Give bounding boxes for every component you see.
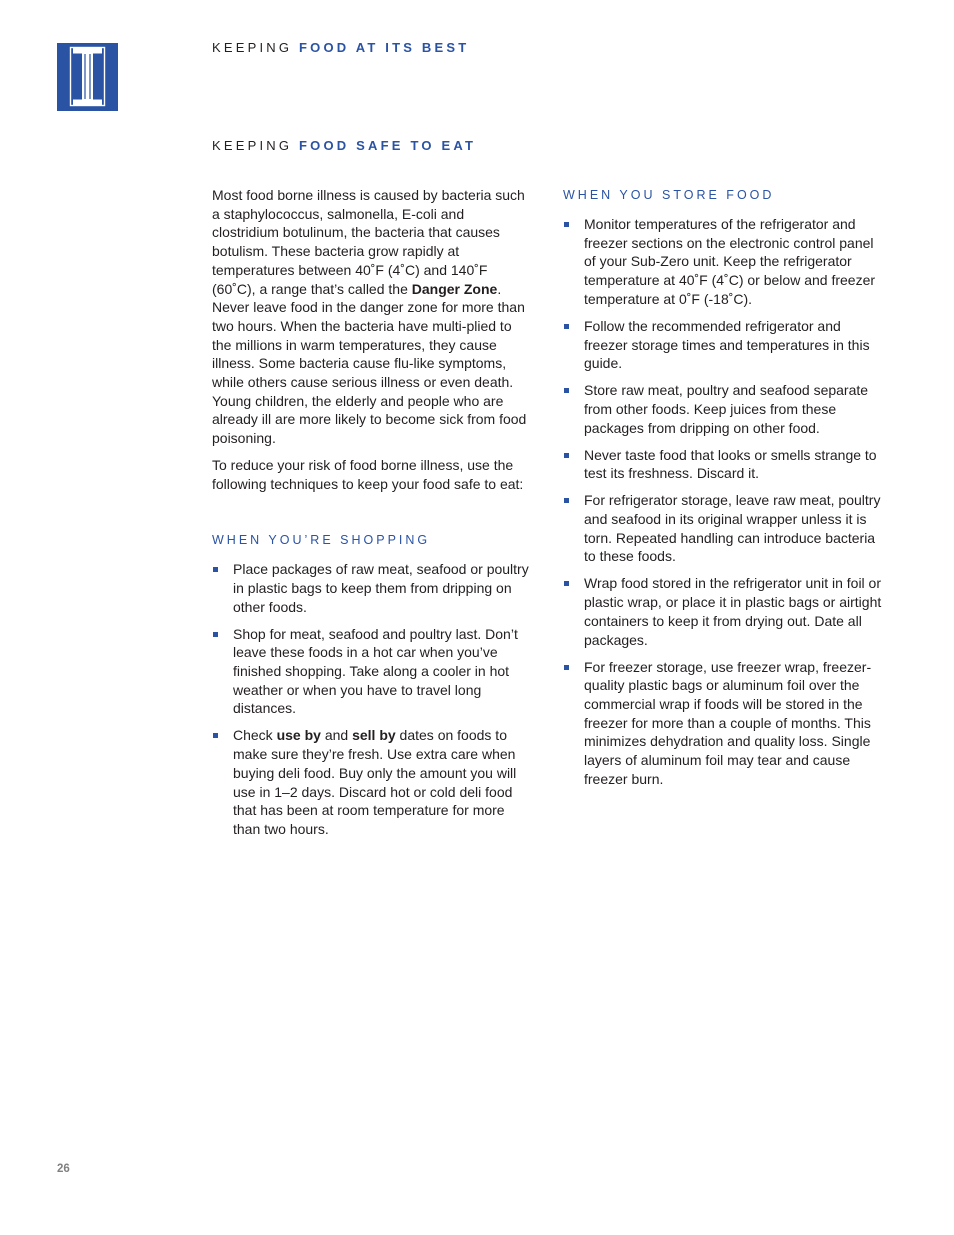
shopping-list	[212, 560, 534, 838]
list-item	[563, 491, 885, 566]
list-item	[212, 560, 534, 616]
bullet-square-icon	[213, 567, 218, 572]
intro-text-1: Most food borne illness is caused by bacteria such a staphylococcus, salmonella, E-coli and clostridium botulinum, the bacteria that causes botulism. These bacteria grow rapidly at temperatures between 40˚F (4˚C) and 140˚F (60˚C), a range that’s called the	[212, 187, 525, 297]
section-accent: FOOD SAFE TO EAT	[299, 138, 477, 153]
list-item	[563, 658, 885, 789]
intro-paragraph-1	[212, 186, 534, 448]
list-item-text: Place packages of raw meat, seafood or poultry in plastic bags to keep them from dripping on other foods.	[233, 561, 529, 615]
sell-by-term: sell by	[352, 727, 396, 744]
section-title	[212, 138, 476, 153]
bullet-square-icon	[564, 498, 569, 503]
bullet-square-icon	[213, 733, 218, 738]
bullet-square-icon	[564, 453, 569, 458]
header-accent: FOOD AT ITS BEST	[299, 40, 470, 55]
list-item-text: Never taste food that looks or smells strange to test its freshness. Discard it.	[584, 446, 877, 482]
section-prefix: KEEPING	[212, 138, 293, 153]
store-heading: WHEN YOU STORE FOOD	[563, 188, 775, 202]
use-by-term: use by	[276, 727, 321, 744]
list-item	[212, 625, 534, 719]
bullet-square-icon	[564, 388, 569, 393]
list-item-text: and	[320, 727, 353, 744]
list-item	[563, 317, 885, 373]
list-item	[563, 574, 885, 649]
list-item-text: Follow the recommended refrigerator and freezer storage times and temperatures in this guide.	[584, 317, 870, 372]
list-item-text: Shop for meat, seafood and poultry last. Don’t leave these foods in a hot car when you’ve finished shopping. Take along a cooler in hot weather or when you have to travel long distances.	[233, 625, 518, 717]
left-column	[212, 186, 534, 847]
bullet-square-icon	[564, 581, 569, 586]
list-item-text: For freezer storage, use freezer wrap, freezer-quality plastic bags or aluminum foil over the commercial wrap if foods will be stored in the freezer for more than a couple of months. This minimizes dehydration and quality loss. Single layers of aluminum foil may tear and cause freezer burn.	[584, 658, 872, 787]
bullet-square-icon	[564, 665, 569, 670]
list-item	[212, 726, 534, 838]
shopping-heading: WHEN YOU’RE SHOPPING	[212, 533, 431, 548]
header-prefix: KEEPING	[212, 40, 293, 55]
page-number: 26	[57, 1163, 70, 1175]
list-item-text: For refrigerator storage, leave raw meat, poultry and seafood in its original wrapper unless it is torn. Repeated handling can introduce bacteria to these foods.	[584, 492, 881, 565]
logo-icon	[57, 43, 118, 111]
bullet-square-icon	[213, 632, 218, 637]
list-item-text: Check	[233, 727, 277, 744]
list-item	[563, 215, 885, 309]
list-item-text: Store raw meat, poultry and seafood separate from other foods. Keep juices from these packages from dripping on other food.	[584, 382, 869, 436]
list-item	[563, 446, 885, 483]
list-item-text: Monitor temperatures of the refrigerator and freezer sections on the electronic control panel of your Sub-Zero unit. Keep the refrigerator temperature at 40˚F (4˚C) or below and freezer temperature at 0˚F (-18˚C).	[584, 216, 876, 307]
intro-paragraph-2: To reduce your risk of food borne illness, use the following techniques to keep your food safe to eat:	[212, 456, 524, 492]
list-item-text: Wrap food stored in the refrigerator unit in foil or plastic wrap, or place it in plastic bags or airtight containers to keep it from drying out. Date all packages.	[584, 575, 882, 648]
right-column	[563, 186, 885, 797]
store-list	[563, 215, 885, 788]
danger-zone-term: Danger Zone	[411, 280, 498, 297]
header-title	[212, 40, 469, 55]
bullet-square-icon	[564, 222, 569, 227]
list-item	[563, 381, 885, 437]
intro-text-2: . Never leave food in the danger zone for more than two hours. When the bacteria have multi-plied to the millions in warm temperatures, they cause illness. Some bacteria cause flu-like symptoms, while others cause serious illness or even death. Young children, the elderly and people who are already ill are more likely to become sick from food poisoning.	[212, 280, 527, 447]
list-item-text: dates on foods to make sure they’re fresh. Use extra care when buying deli food. Buy only the amount you will use in 1–2 days. Discard hot or cold deli food that has been at room temperature for more than two hours.	[233, 727, 517, 837]
bullet-square-icon	[564, 324, 569, 329]
